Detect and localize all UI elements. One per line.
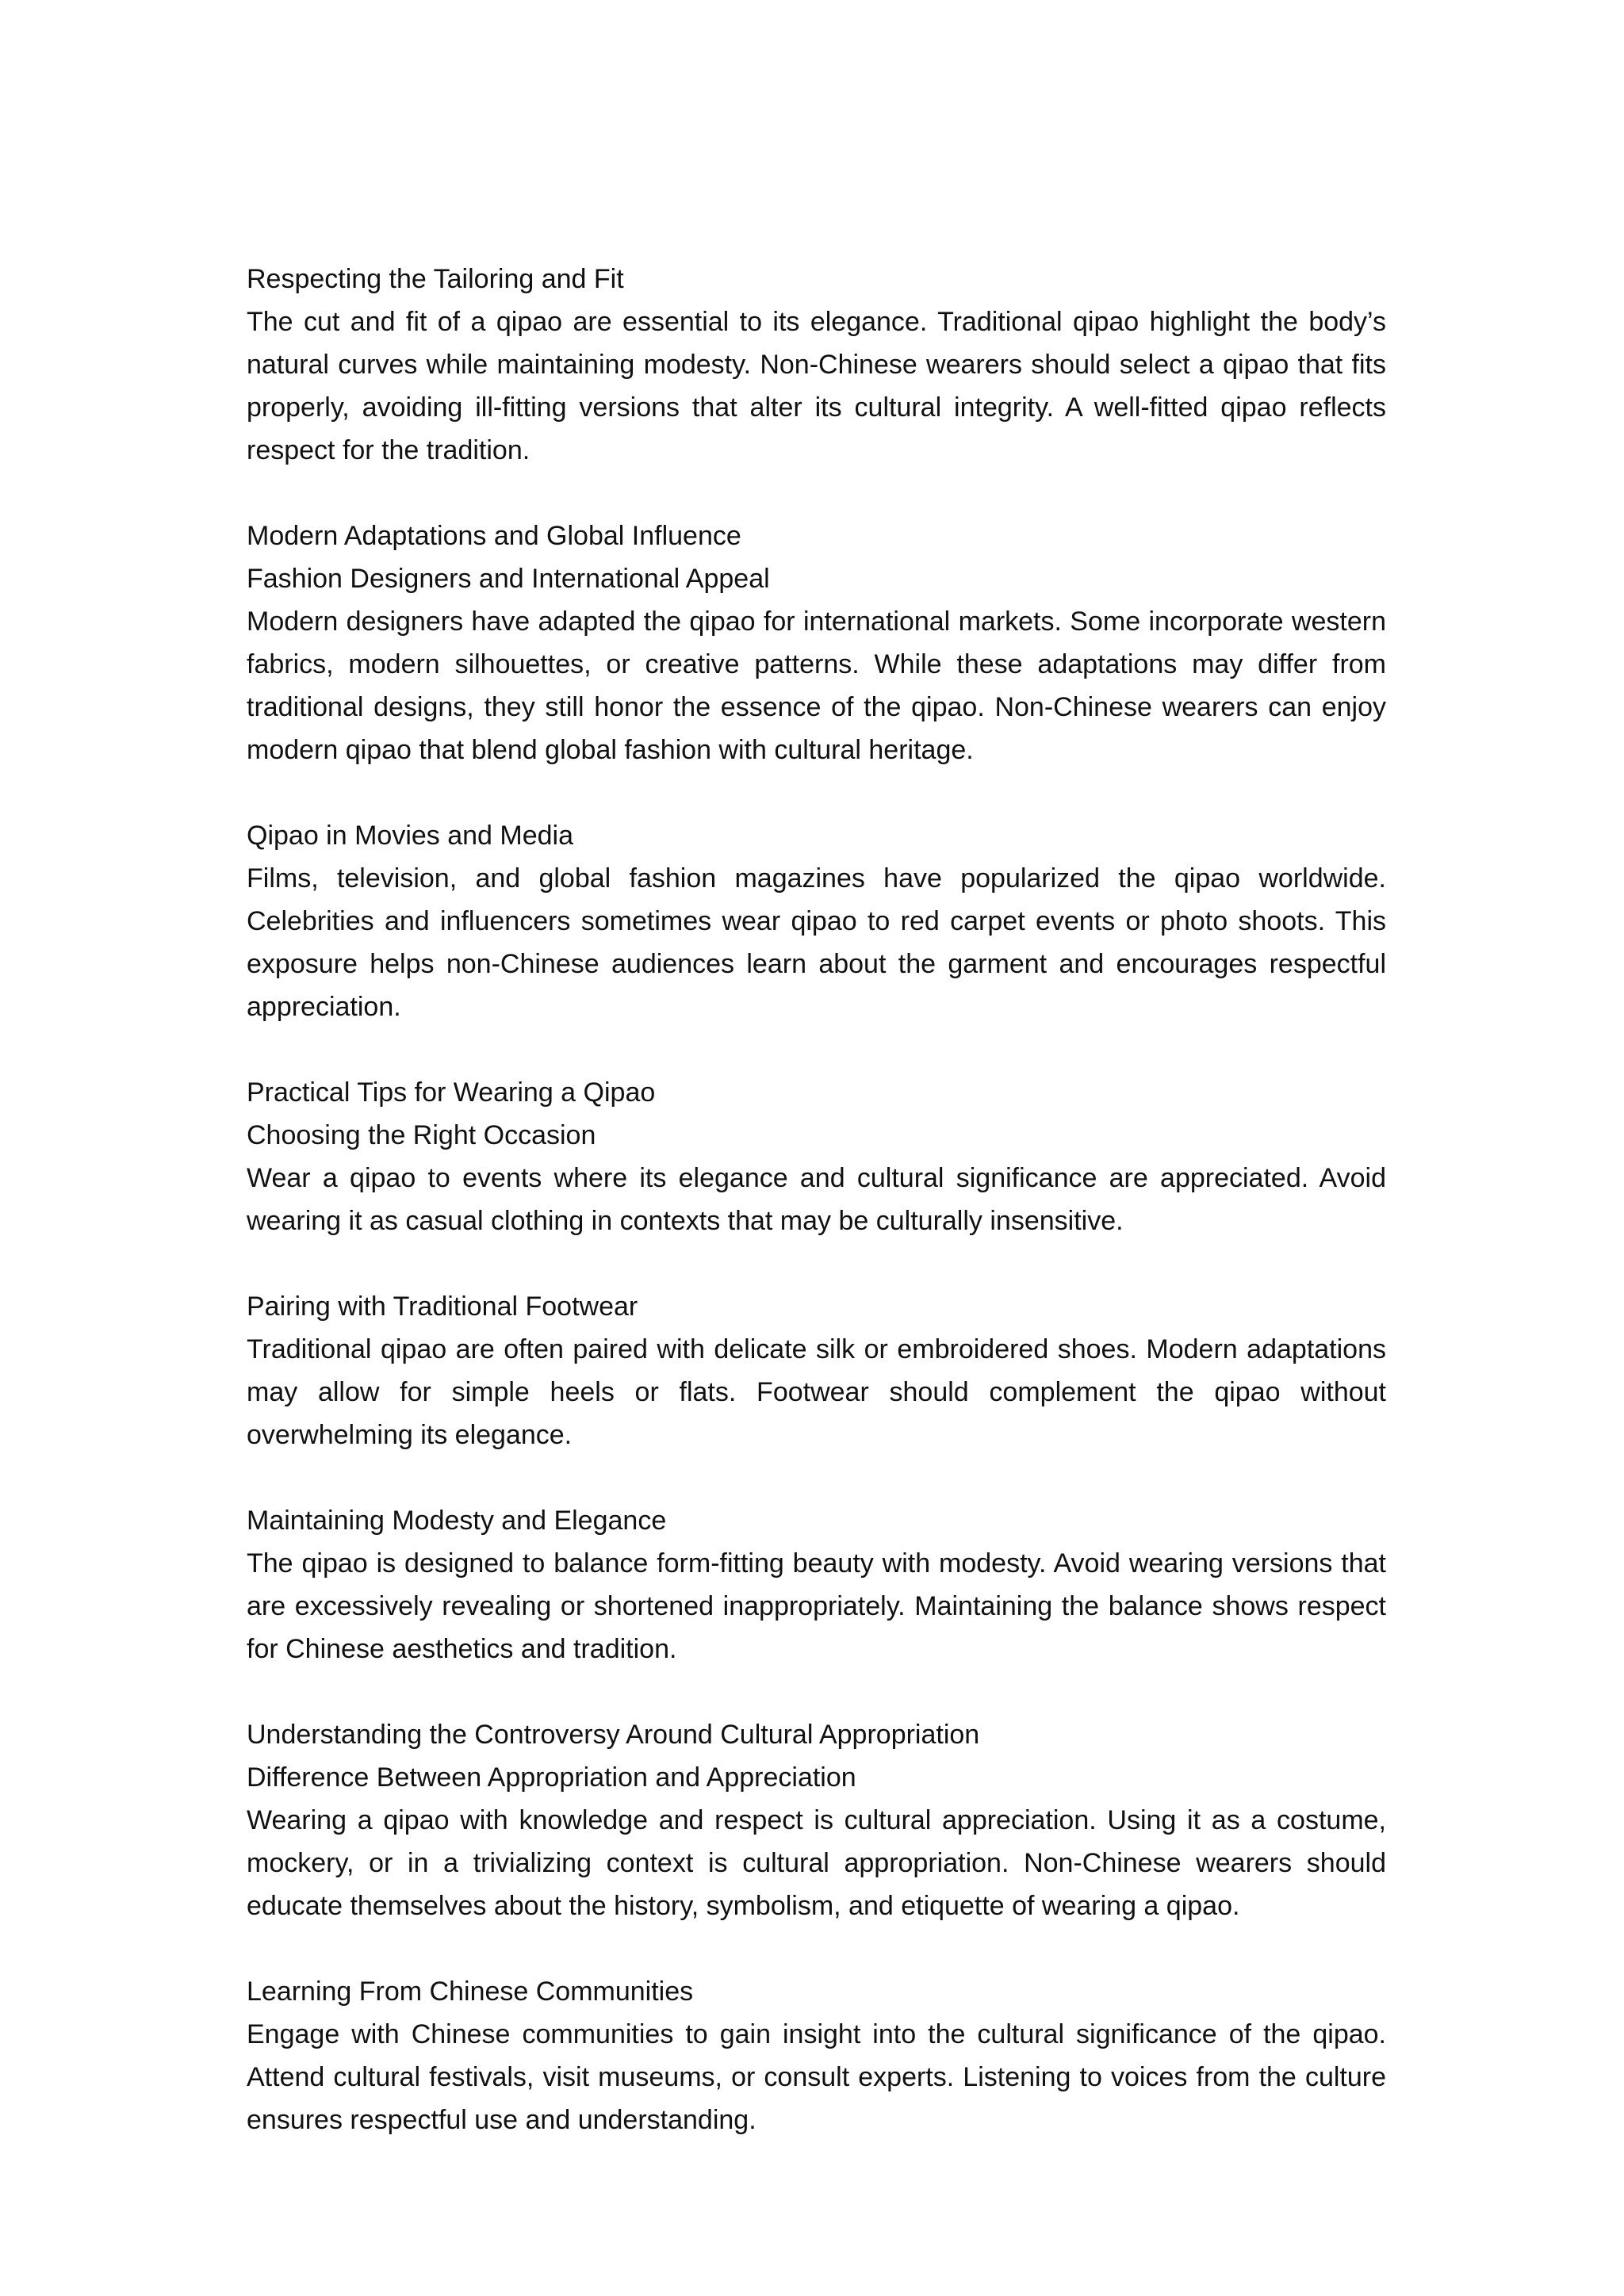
section-heading: Modern Adaptations and Global Influence [247, 521, 741, 551]
section-heading: Learning From Chinese Communities [247, 1976, 694, 2007]
blank-line [247, 1456, 1386, 1499]
blank-line [247, 472, 1386, 515]
subsection-heading: Choosing the Right Occasion [247, 1120, 596, 1150]
blank-line [247, 771, 1386, 814]
document-page [247, 258, 1386, 2141]
blank-line [247, 1927, 1386, 1970]
section-paragraph: Traditional qipao are often paired with delicate silk or embroidered shoes. Modern adaptations may allow for simple heels or flats. Footwear should complement the qipao without overwhelming its elegance. [247, 1334, 1386, 1450]
section-heading: Respecting the Tailoring and Fit [247, 264, 624, 294]
blank-line [247, 1242, 1386, 1285]
section-heading: Qipao in Movies and Media [247, 821, 574, 851]
section-paragraph: Engage with Chinese communities to gain insight into the cultural significance of the qipao. Attend cultural festivals, visit museums, or consult experts. Listening to voices from the culture ensures respectful use and understanding. [247, 2019, 1386, 2135]
section-heading: Maintaining Modesty and Elegance [247, 1506, 667, 1536]
section-heading: Understanding the Controversy Around Cultural Appropriation [247, 1720, 980, 1750]
section-paragraph: Wearing a qipao with knowledge and respect is cultural appreciation. Using it as a costume, mockery, or in a trivializing context is cultural appropriation. Non-Chinese wearers should educate themselves about the history, symbolism, and etiquette of wearing a qipao. [247, 1805, 1386, 1921]
section-paragraph: Wear a qipao to events where its elegance and cultural significance are appreciated. Avoid wearing it as casual clothing in contexts that may be culturally insensitive. [247, 1163, 1386, 1236]
section-paragraph: The qipao is designed to balance form-fitting beauty with modesty. Avoid wearing versions that are excessively revealing or shortened inappropriately. Maintaining the balance shows respect for Chinese aesthetics and tradition. [247, 1548, 1386, 1664]
section-heading: Practical Tips for Wearing a Qipao [247, 1077, 656, 1108]
section-paragraph: Modern designers have adapted the qipao for international markets. Some incorporate western fabrics, modern silhouettes, or creative patterns. While these adaptations may differ from traditional designs, they still honor the essence of the qipao. Non-Chinese wearers can enjoy modern qipao that blend global fashion with cultural heritage. [247, 607, 1386, 765]
subsection-heading: Fashion Designers and International Appeal [247, 564, 770, 594]
section-heading: Pairing with Traditional Footwear [247, 1292, 638, 1322]
blank-line [247, 1028, 1386, 1071]
section-paragraph: The cut and fit of a qipao are essential to its elegance. Traditional qipao highlight the body’s natural curves while maintaining modesty. Non-Chinese wearers should select a qipao that fits properly, avoiding ill-fitting versions that alter its cultural integrity. A well-fitted qipao reflects respect for the tradition. [247, 307, 1386, 465]
subsection-heading: Difference Between Appropriation and Appreciation [247, 1762, 856, 1793]
blank-line [247, 1670, 1386, 1713]
section-paragraph: Films, television, and global fashion magazines have popularized the qipao worldwide. Celebrities and influencers sometimes wear qipao to red carpet events or photo shoots. This exposure helps non-Chinese audiences learn about the garment and encourages respectful appreciation. [247, 863, 1386, 1022]
